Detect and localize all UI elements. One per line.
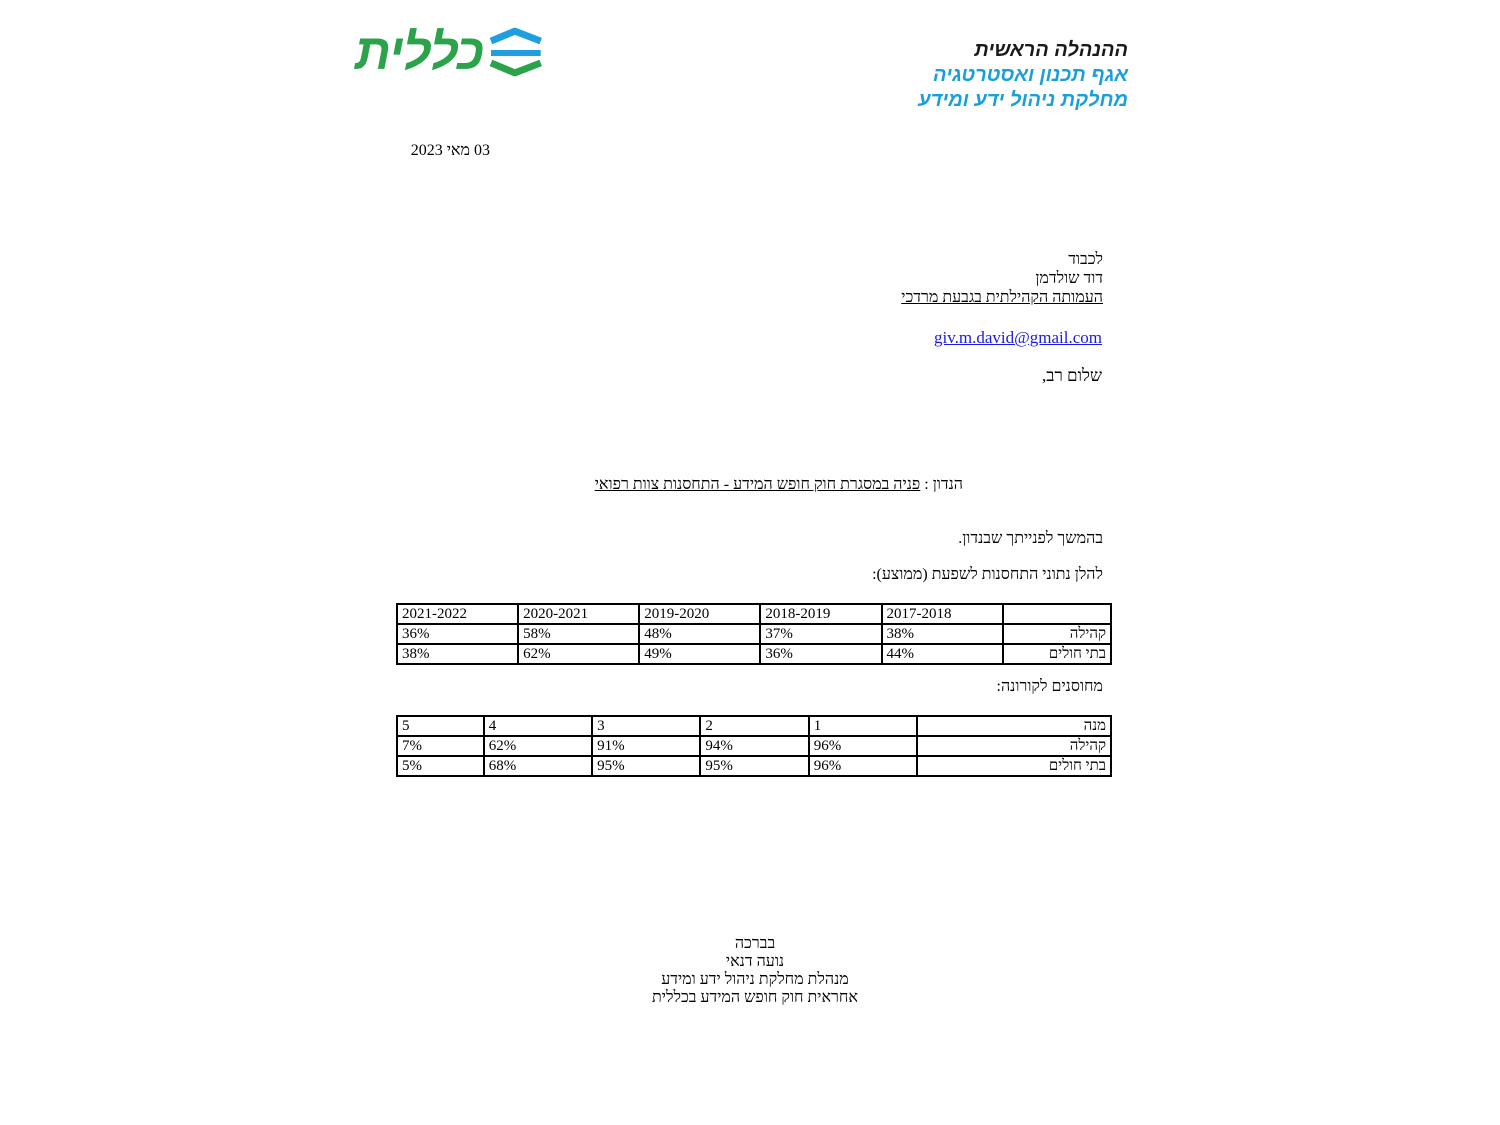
table-row-label: בתי חולים <box>1003 644 1111 664</box>
recipient-block <box>760 250 1103 307</box>
closing: בברכה <box>734 935 776 952</box>
recipient-organization: העמותה הקהילתית בגבעת מרדכי <box>901 289 1103 306</box>
table-row <box>397 624 1111 644</box>
signer-role: אחראית חוק חופש המידע בכללית <box>652 989 858 1006</box>
recipient-name: דוד שולדמן <box>1035 270 1103 287</box>
table-cell: 7% <box>397 736 484 756</box>
table-row-label: קהילה <box>1003 624 1111 644</box>
table-cell: 2021-2022 <box>397 604 518 624</box>
table-cell: 2018-2019 <box>760 604 881 624</box>
table-cell: 2019-2020 <box>639 604 760 624</box>
table-header-row <box>397 604 1111 624</box>
table-cell: 2 <box>700 716 808 736</box>
covid-intro-paragraph: מחוסנים לקורונה: <box>996 678 1103 695</box>
table-cell: 1 <box>809 716 917 736</box>
flu-vaccination-table <box>396 603 1112 665</box>
recipient-salutation: לכבוד <box>1068 251 1103 268</box>
subject-value: פניה במסגרת חוק חופש המידע - התחסנות צוות רפואי <box>594 476 921 493</box>
table-row <box>397 736 1111 756</box>
table-row-label: בתי חולים <box>917 756 1111 776</box>
signer-name: נועה דנאי <box>725 953 785 970</box>
table-cell: 44% <box>882 644 1003 664</box>
clalit-wave-icon <box>487 27 545 77</box>
table-cell: 3 <box>592 716 700 736</box>
table-cell: 2017-2018 <box>882 604 1003 624</box>
clalit-logo <box>355 22 545 82</box>
table-cell: 96% <box>809 736 917 756</box>
table-cell: 2020-2021 <box>518 604 639 624</box>
greeting: שלום רב, <box>1042 366 1102 385</box>
table-row-label: קהילה <box>917 736 1111 756</box>
table-cell: 95% <box>700 756 808 776</box>
table-cell: 62% <box>484 736 592 756</box>
table-cell: 4 <box>484 716 592 736</box>
flu-intro-paragraph: להלן נתוני התחסנות לשפעת (ממוצע): <box>872 566 1103 583</box>
subject-line <box>540 476 963 494</box>
logo-text: כללית <box>355 24 484 80</box>
table-cell: 68% <box>484 756 592 776</box>
table-cell: 58% <box>518 624 639 644</box>
letter-date: 03 מאי 2023 <box>410 142 490 159</box>
signature-block <box>560 935 950 1007</box>
table-cell: מנה <box>917 716 1111 736</box>
table-cell: 91% <box>592 736 700 756</box>
subject-label: הנדון : <box>924 476 963 493</box>
department-header <box>900 38 1128 113</box>
table-cell: 48% <box>639 624 760 644</box>
header-division: אגף תכנון ואסטרטגיה <box>933 64 1128 86</box>
table-cell: 36% <box>760 644 881 664</box>
table-cell: 62% <box>518 644 639 664</box>
table-row <box>397 644 1111 664</box>
table-header-row <box>397 716 1111 736</box>
signer-title: מנהלת מחלקת ניהול ידע ומידע <box>661 971 849 988</box>
table-cell: 96% <box>809 756 917 776</box>
recipient-email-link[interactable]: giv.m.david@gmail.com <box>934 328 1102 347</box>
covid-vaccination-table <box>396 715 1112 777</box>
table-row <box>397 756 1111 776</box>
table-cell: 36% <box>397 624 518 644</box>
table-cell: 38% <box>397 644 518 664</box>
table-cell: 5% <box>397 756 484 776</box>
intro-paragraph: בהמשך לפנייתך שבנדון. <box>958 530 1103 547</box>
table-cell <box>1003 604 1111 624</box>
table-cell: 38% <box>882 624 1003 644</box>
header-main-management: ההנהלה הראשית <box>974 39 1128 61</box>
table-cell: 95% <box>592 756 700 776</box>
table-cell: 37% <box>760 624 881 644</box>
header-department: מחלקת ניהול ידע ומידע <box>918 89 1128 111</box>
table-cell: 94% <box>700 736 808 756</box>
table-cell: 5 <box>397 716 484 736</box>
table-cell: 49% <box>639 644 760 664</box>
